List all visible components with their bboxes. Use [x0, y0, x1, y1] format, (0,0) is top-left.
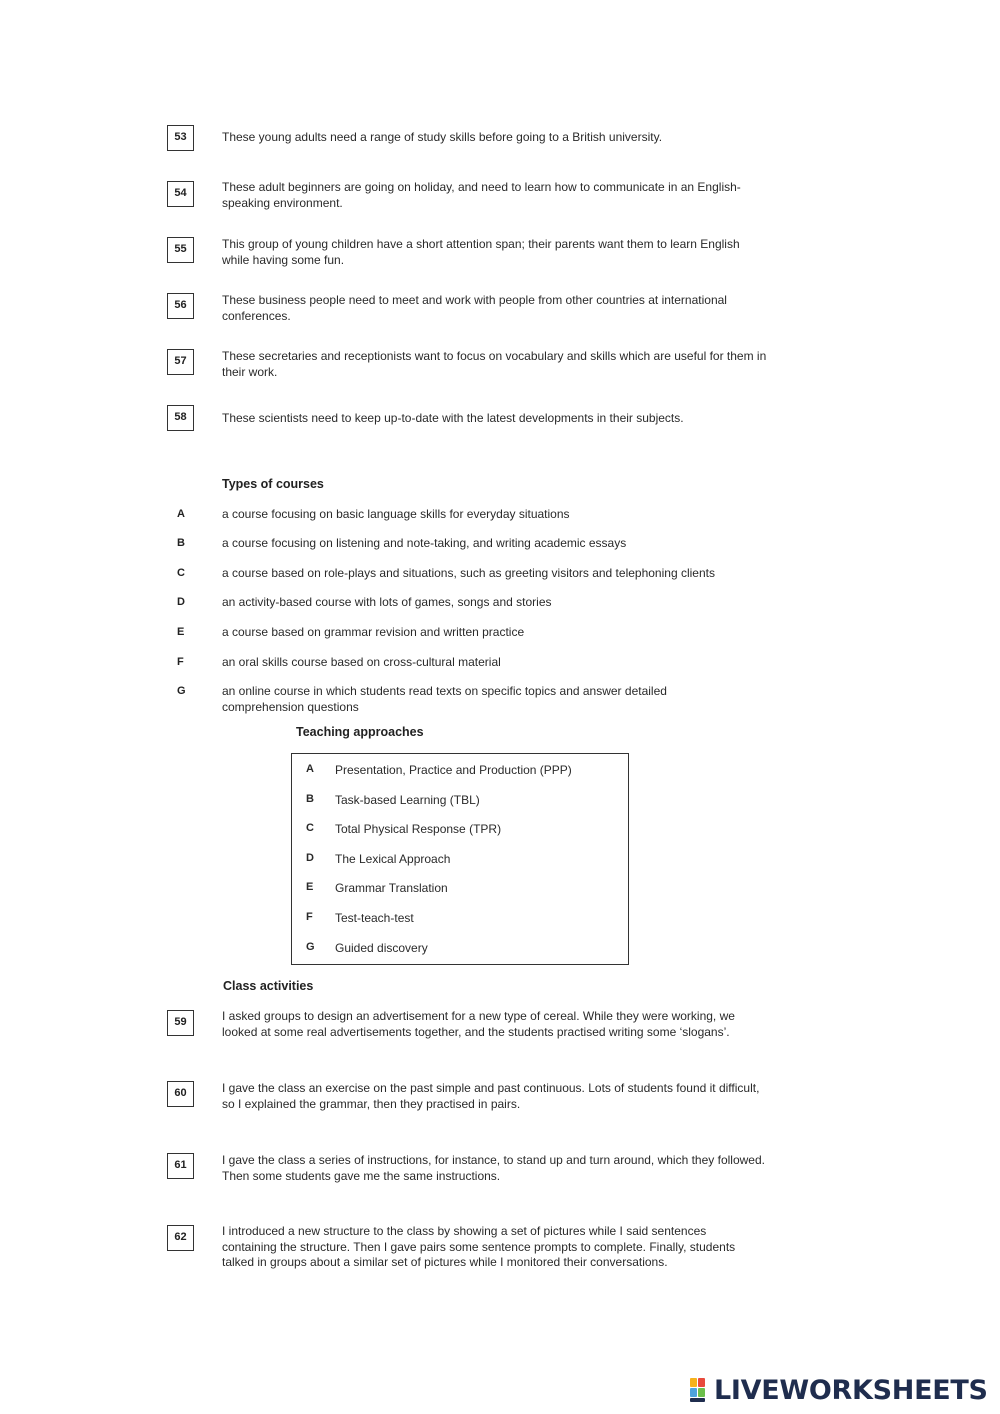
- course-letter: E: [177, 626, 185, 638]
- activity-text: I gave the class an exercise on the past simple and past continuous. Lots of students found it difficult, so I explained the grammar, then they practised in pairs.: [222, 1081, 760, 1111]
- course-letter: F: [177, 656, 184, 668]
- approach-row: [292, 793, 628, 813]
- course-text: a course based on role-plays and situations, such as greeting visitors and telephoning clients: [222, 566, 715, 580]
- question-text: These secretaries and receptionists want to focus on vocabulary and skills which are useful for them in their work.: [222, 349, 767, 379]
- course-text: a course focusing on listening and note-taking, and writing academic essays: [222, 536, 627, 550]
- approach-text: Guided discovery: [335, 941, 428, 955]
- approach-row: [292, 911, 628, 931]
- approach-text: Test-teach-test: [335, 911, 414, 925]
- question-text: These business people need to meet and work with people from other countries at international conferences.: [222, 293, 727, 323]
- question-number-box[interactable]: 60: [167, 1081, 194, 1107]
- course-letter: A: [177, 508, 185, 520]
- course-text: an online course in which students read texts on specific topics and answer detailed comprehension questions: [222, 684, 667, 714]
- approach-letter: D: [306, 852, 314, 864]
- question-text: These young adults need a range of study skills before going to a British university.: [222, 130, 663, 144]
- activity-text: I asked groups to design an advertisement for a new type of cereal. While they were working, we looked at some real advertisements together, and the students practised writing some ‘slogans’.: [222, 1009, 735, 1039]
- question-number-box[interactable]: 58: [167, 405, 194, 431]
- question-number-box[interactable]: 59: [167, 1010, 194, 1036]
- section-heading-approaches: Teaching approaches: [296, 725, 424, 739]
- approaches-box: [291, 753, 629, 965]
- activity-text: I introduced a new structure to the class by showing a set of pictures while I said sentences containing the structure. Then I gave pairs some sentence prompts to complete. Finally, students talked in groups about a similar set of pictures while I monitored their conversations.: [222, 1224, 736, 1269]
- course-text: a course focusing on basic language skills for everyday situations: [222, 507, 570, 521]
- question-number-box[interactable]: 53: [167, 125, 194, 151]
- approach-letter: C: [306, 822, 314, 834]
- liveworksheets-logo: [690, 1372, 988, 1408]
- approach-row: [292, 822, 628, 842]
- question-number-box[interactable]: 57: [167, 349, 194, 375]
- approach-row: [292, 941, 628, 961]
- course-letter: B: [177, 537, 185, 549]
- course-letter: C: [177, 567, 185, 579]
- approach-text: The Lexical Approach: [335, 852, 451, 866]
- approach-text: Grammar Translation: [335, 881, 448, 895]
- section-heading-courses: Types of courses: [222, 477, 324, 491]
- course-text: a course based on grammar revision and written practice: [222, 625, 525, 639]
- approach-row: [292, 852, 628, 872]
- brand-name: LIVEWORKSHEETS: [714, 1374, 988, 1406]
- approach-letter: F: [306, 911, 313, 923]
- approach-row: [292, 881, 628, 901]
- question-text: These adult beginners are going on holiday, and need to learn how to communicate in an English-speaking environment.: [222, 180, 741, 210]
- section-heading-activities: Class activities: [223, 979, 314, 993]
- approach-letter: B: [306, 793, 314, 805]
- course-text: an oral skills course based on cross-cultural material: [222, 655, 501, 669]
- approach-text: Total Physical Response (TPR): [335, 822, 502, 836]
- question-text: This group of young children have a short attention span; their parents want them to learn English while having some fun.: [222, 237, 740, 267]
- question-number-box[interactable]: 56: [167, 293, 194, 319]
- approach-text: Presentation, Practice and Production (PPP): [335, 763, 572, 777]
- course-letter: G: [177, 685, 186, 697]
- question-text: These scientists need to keep up-to-date with the latest developments in their subjects.: [222, 411, 684, 425]
- liveworksheets-logo-icon: [690, 1376, 712, 1404]
- course-text: an activity-based course with lots of games, songs and stories: [222, 595, 552, 609]
- approach-text: Task-based Learning (TBL): [335, 793, 480, 807]
- approach-letter: G: [306, 941, 315, 953]
- question-number-box[interactable]: 54: [167, 181, 194, 207]
- course-letter: D: [177, 596, 185, 608]
- question-number-box[interactable]: 61: [167, 1153, 194, 1179]
- approach-row: [292, 763, 628, 783]
- question-number-box[interactable]: 62: [167, 1225, 194, 1251]
- approach-letter: A: [306, 763, 314, 775]
- question-number-box[interactable]: 55: [167, 237, 194, 263]
- activity-text: I gave the class a series of instructions, for instance, to stand up and turn around, which they followed. Then some students gave me the same instructions.: [222, 1153, 765, 1183]
- approach-letter: E: [306, 881, 314, 893]
